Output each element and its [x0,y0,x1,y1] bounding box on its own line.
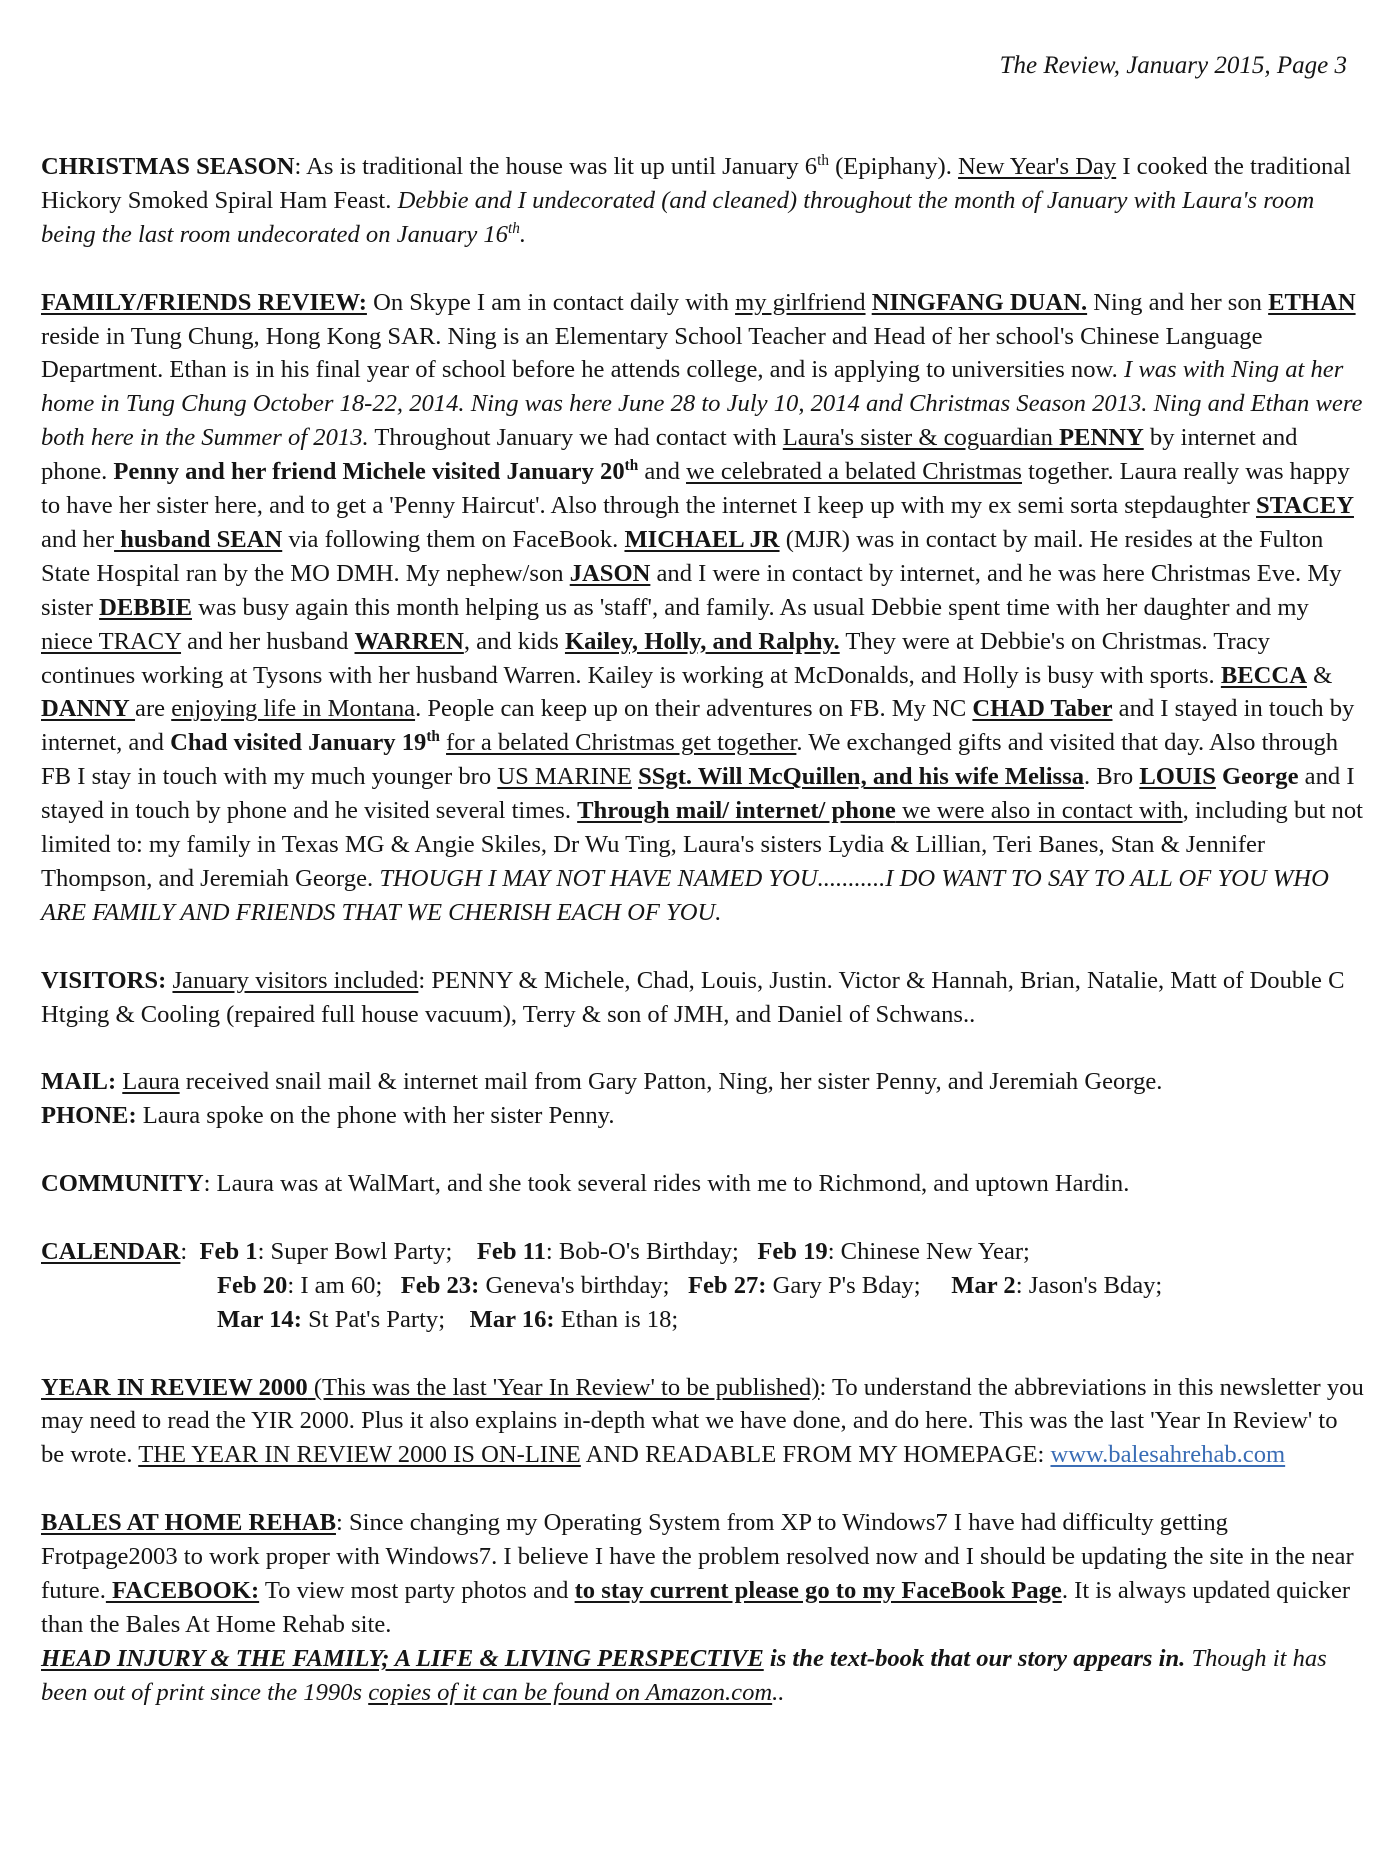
section-christmas-season: CHRISTMAS SEASON: As is traditional the house was lit up until January 6th (Epiphany). New Year's Day I cooked the traditional Hickory Smoked Spiral Ham Feast. Debbie and I undecorated (and cleaned) throughout the month of January with Laura's room being the last room undecorated on January 16th. [41,151,1352,248]
section-visitors: VISITORS: January visitors included: PENNY & Michele, Chad, Louis, Justin. Victor & Hannah, Brian, Natalie, Matt of Double C Htging & Cooling (repaired full house vacuum), Terry & son of JMH, and Daniel of Schwans.. [41,966,1345,1028]
section-community: COMMUNITY: Laura was at WalMart, and she took several rides with me to Richmond, and uptown Hardin. [41,1170,1130,1198]
running-head: The Review, January 2015, Page 3 [999,52,1347,79]
section-heading: CHRISTMAS SEASON [41,153,295,180]
section-heading: PHONE: [41,1102,137,1130]
calendar-row: Mar 14: St Pat's Party; Mar 16: Ethan is 18; [217,1305,679,1333]
section-heading: MAIL: [41,1068,117,1096]
section-bales-at-home-rehab: BALES AT HOME REHAB: Since changing my Operating System from XP to Windows7 I have had difficulty getting Frotpage2003 to work proper with Windows7. I believe I have the problem resolved now and I should be updating the site in the near future. FACEBOOK: To view most party photos and to stay current please go to my FaceBook Page. It is always updated quicker than the Bales At Home Rehab site. HEAD INJURY & THE FAMILY; A LIFE & LIVING PERSPECTIVE is the text-book that our story appears in. Though it has been out of print since the 1990s copies of it can be found on Amazon.com.. [41,1509,1354,1706]
section-mail-phone: MAIL: Laura received snail mail & internet mail from Gary Patton, Ning, her sister Penny, and Jeremiah George. PHONE: Laura spoke on the phone with her sister Penny. [41,1068,1163,1130]
section-heading: COMMUNITY [41,1170,204,1198]
calendar-row: Feb 20: I am 60; Feb 23: Geneva's birthday; Feb 27: Gary P's Bday; Mar 2: Jason's Bday; [217,1271,1163,1299]
section-heading: VISITORS: [41,966,167,994]
section-heading: BALES AT HOME REHAB [41,1509,336,1537]
section-heading: FAMILY/FRIENDS REVIEW: [41,288,367,316]
section-calendar [41,1235,1366,1337]
section-heading: YEAR IN REVIEW 2000 [41,1373,308,1401]
calendar-row: CALENDAR: Feb 1: Super Bowl Party; Feb 11: Bob-O's Birthday; Feb 19: Chinese New Year; [41,1237,1030,1265]
book-title: HEAD INJURY & THE FAMILY; A LIFE & LIVING PERSPECTIVE [41,1644,764,1672]
section-family-friends-review: FAMILY/FRIENDS REVIEW: On Skype I am in contact daily with my girlfriend NINGFANG DUAN. Ning and her son ETHAN reside in Tung Chung, Hong Kong SAR. Ning is an Elementary School Teacher and Head of her school's Chinese Language Department. Ethan is in his final year of school before he attends college, and is applying to universities now. I was with Ning at her home in Tung Chung October 18-22, 2014. Ning was here June 28 to July 10, 2014 and Christmas Season 2013. Ning and Ethan were both here in the Summer of 2013. Throughout January we had contact with Laura's sister & coguardian PENNY by internet and phone. Penny and her friend Michele visited January 20th and we celebrated a belated Christmas together. Laura really was happy to have her sister here, and to get a 'Penny Haircut'. Also through the internet I keep up with my ex semi sorta stepdaughter STACEY and her husband SEAN via following them on FaceBook. MICHAEL JR (MJR) was in contact by mail. He resides at the Fulton State Hospital ran by the MO DMH. My nephew/son JASON and I were in contact by internet, and he was here Christmas Eve. My sister DEBBIE was busy again this month helping us as 'staff', and family. As usual Debbie spent time with her daughter and my niece TRACY and her husband WARREN, and kids Kailey, Holly, and Ralphy. They were at Debbie's on Christmas. Tracy continues working at Tysons with her husband Warren. Kailey is working at McDonalds, and Holly is busy with sports. BECCA & DANNY are enjoying life in Montana. People can keep up on their adventures on FB. My NC CHAD Taber and I stayed in touch by internet, and Chad visited January 19th for a belated Christmas get together. We exchanged gifts and visited that day. Also through FB I stay in touch with my much younger bro US MARINE SSgt. Will McQuillen, and his wife Melissa. Bro LOUIS George and I stayed in touch by phone and he visited several times. Through mail/ internet/ phone we were also in contact with, including but not limited to: my family in Texas MG & Angie Skiles, Dr Wu Ting, Laura's sisters Lydia & Lillian, Teri Banes, Stan & Jennifer Thompson, and Jeremiah George. THOUGH I MAY NOT HAVE NAMED YOU...........I DO WANT TO SAY TO ALL OF YOU WHO ARE FAMILY AND FRIENDS THAT WE CHERISH EACH OF YOU. [41,288,1363,926]
section-year-in-review: YEAR IN REVIEW 2000 (This was the last 'Year In Review' to be published): To understand the abbreviations in this newsletter you may need to read the YIR 2000. Plus it also explains in-depth what we have done, and do here. This was the last 'Year In Review' to be wrote. THE YEAR IN REVIEW 2000 IS ON-LINE AND READABLE FROM MY HOMEPAGE: www.balesahrehab.com [41,1373,1364,1469]
page-body [41,150,1366,1743]
homepage-link[interactable]: www.balesahrehab.com [1050,1441,1286,1469]
section-heading: CALENDAR [41,1237,181,1265]
